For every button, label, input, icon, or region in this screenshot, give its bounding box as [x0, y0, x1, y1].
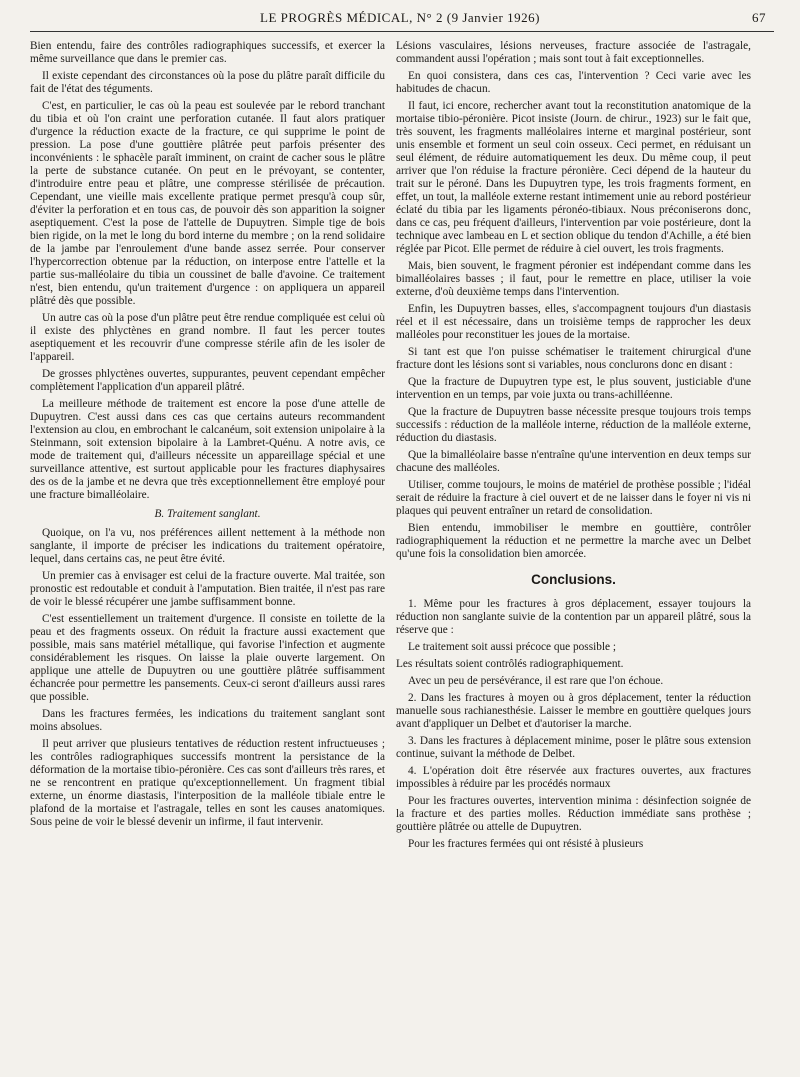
paragraph: Dans les fractures fermées, les indications du traitement sanglant sont moins absolues. — [30, 708, 385, 733]
paragraph: Pour les fractures fermées qui ont résisté à plusieurs — [408, 838, 644, 850]
paragraph: Quoique, on l'a vu, nos préférences aillent nettement à la méthode non sanglante, il importe de préciser les indications du traitement opératoire, lequel, dans certains cas, ne peut être évité. — [30, 527, 385, 565]
right-column — [396, 40, 751, 855]
subsection-heading: B. Traitement sanglant. — [154, 508, 261, 520]
paragraph: De grosses phlyctènes ouvertes, suppurantes, peuvent cependant empêcher complètement l'application d'un appareil plâtré. — [30, 368, 385, 393]
paragraph: En quoi consistera, dans ces cas, l'intervention ? Ceci varie avec les habitudes de chacun. — [396, 70, 751, 95]
paragraph: Un premier cas à envisager est celui de la fracture ouverte. Mal traitée, son pronostic est redoutable et conduit à l'amputation. Bien traitée, il n'est pas rare de voir le blessé récupérer une jambe suffisamment bonne. — [30, 570, 385, 608]
running-title: LE PROGRÈS MÉDICAL, N° 2 (9 Janvier 1926) — [260, 10, 540, 25]
section-heading: Conclusions. — [531, 572, 616, 587]
paragraph: C'est essentiellement un traitement d'urgence. Il consiste en toilette de la peau et des fragments osseux. On réduit la fracture aussi exactement que possible, mais sans matériel métallique, qui favorise l'infection et augmente considérablement les risques. On laisse la plaie ouverte largement. On applique une attelle de Dupuytren ou une gouttière plâtrée suffisamment échancrée pour permettre les pansements. Ceux-ci seront d'ailleurs aussi rares que possible. — [30, 613, 385, 703]
left-column — [30, 40, 385, 833]
page-number: 67 — [752, 10, 766, 25]
paragraph: Le traitement soit aussi précoce que possible ; — [408, 641, 616, 653]
paragraph: 3. Dans les fractures à déplacement minime, poser le plâtre sous extension continue, suivant la méthode de Delbet. — [396, 735, 751, 760]
paragraph: Mais, bien souvent, le fragment péronier est indépendant comme dans les bimalléolaires basses ; il faut, pour le remettre en place, utiliser la voie externe, d'où deuxième temps dans l'intervention. — [396, 260, 751, 298]
paragraph: Il faut, ici encore, rechercher avant tout la reconstitution anatomique de la mortaise tibio-péronière. Picot insiste (Journ. de chirur., 1923) sur le fait que, très souvent, les fragments malléolaires interne et marginal postérieur, sont unis ensemble et forment un seul coin osseux. Ceci permet, en réduisant un seul élément, de réduire automatiquement les deux. Du même coup, il peut arriver que l'on réduise la fracture péronière. Ceci dépend de la hauteur du trait sur le péroné. Dans les Dupuytren type, les trois fragments forment, en effet, un tout, la malléole externe restant intimement unie au rebord postérieur éclaté du tibia par les ligaments péronéo-tibiaux. Nous préconiserons donc, dans ce cas, peu fréquent d'ailleurs, l'intervention par voie postérieure, dont la technique avec lambeau en L et section oblique du tendon d'Achille, a été bien réglée par Picot. Elle permet de réduire à ciel ouvert, les trois fragments. — [396, 100, 751, 255]
paragraph: Que la fracture de Dupuytren type est, le plus souvent, justiciable d'une intervention en un temps, par voie juxta ou trans-achilléenne. — [396, 376, 751, 401]
paragraph: La meilleure méthode de traitement est encore la pose d'une attelle de Dupuytren. C'est aussi dans ces cas que certains auteurs recommandent l'extension au clou, en embrochant le calcanéum, soit extension unipolaire à la Steinmann, soit extension bipolaire à la Lambret-Quénu. A notre avis, ce mode de traitement qui, d'ailleurs nécessite un appareillage spécial et une surveillance attentive, est surtout applicable pour les fractures diaphysaires des os de la jambe et ne devra que très exceptionnellement être employé pour une fracture bimalléolaire. — [30, 398, 385, 501]
paragraph: Utiliser, comme toujours, le moins de matériel de prothèse possible ; l'idéal serait de réduire la fracture à ciel ouvert et de ne laisser dans le foyer ni vis ni plaques qui peuvent entraîner un retard de consolidation. — [396, 479, 751, 517]
paragraph: Pour les fractures ouvertes, intervention minima : désinfection soignée de la fracture et des parties molles. Réduction immédiate sans prothèse ; gouttière plâtrée ou attelle de Dupuytren. — [396, 795, 751, 833]
paragraph: Avec un peu de persévérance, il est rare que l'on échoue. — [408, 675, 664, 687]
paragraph: C'est, en particulier, le cas où la peau est soulevée par le rebord tranchant du tibia et où l'on craint une perforation cutanée. Il faut alors pratiquer d'urgence la réduction exacte de la fracture, ce qui supprime le point de pression. La pose d'une gouttière plâtrée peut parfois présenter des inconvénients : le sphacèle paraît imminent, on craint de cacher sous le plâtre la perte de substance cutanée. On peut en le prévoyant, se contenter, d'introduire entre peau et plâtre, une compresse stérilisée de précaution. Cependant, une vieille mais excellente pratique permet presqu'à coup sûr, d'éviter la perforation et en tous cas, de pouvoir dès son apparition la soigner aseptiquement. C'est la pose de l'attelle de Dupuytren. Simple tige de bois bien rigide, on la met le long du bord interne du membre ; on la rend solidaire de la jambe par l'enroulement d'une bande assez serrée. Pour conserver l'hypercorrection obtenue par la réduction, on interpose entre l'attelle et la partie sus-malléolaire du tibia un coussinet de balle d'avoine. Ce traitement n'est, bien entendu, qu'un traitement d'urgence : on appliquera un appareil plâtré dès que possible. — [30, 100, 385, 307]
paragraph: Un autre cas où la pose d'un plâtre peut être rendue compliquée est celui où il existe des phlyctènes en grand nombre. Il faut les percer toutes aseptiquement et les recouvrir d'une compresse stérile afin de les isoler de l'appareil. — [30, 312, 385, 363]
paragraph: Enfin, les Dupuytren basses, elles, s'accompagnent toujours d'un diastasis réel et il est nécessaire, dans un troisième temps de rapprocher les deux malléoles pour reconstituer les joues de la mortaise. — [396, 303, 751, 341]
paragraph: Que la fracture de Dupuytren basse nécessite presque toujours trois temps successifs : réduction de la malléole interne, réduction de la malléole externe, réduction du diastasis. — [396, 406, 751, 444]
paragraph: Les résultats soient contrôlés radiographiquement. — [396, 658, 624, 670]
paragraph: Que la bimalléolaire basse n'entraîne qu'une intervention en deux temps sur chacune des malléoles. — [396, 449, 751, 474]
paragraph: Bien entendu, immobiliser le membre en gouttière, contrôler radiographiquement la réduction et ne permettre la marche avec un Delbet qu'une fois la consolidation bien amorcée. — [396, 522, 751, 560]
paragraph: Lésions vasculaires, lésions nerveuses, fracture associée de l'astragale, commandent aussi l'opération ; mais sont tout à fait exceptionnelles. — [396, 40, 751, 65]
paragraph: 4. L'opération doit être réservée aux fractures ouvertes, aux fractures impossibles à réduire par les procédés normaux — [396, 765, 751, 790]
paragraph: Il existe cependant des circonstances où la pose du plâtre paraît difficile du fait de l'état des téguments. — [30, 70, 385, 95]
paragraph: Si tant est que l'on puisse schématiser le traitement chirurgical d'une fracture dont les lésions sont si variables, nous conclurons donc en disant : — [396, 346, 751, 371]
header-rule — [30, 31, 774, 32]
paragraph: 1. Même pour les fractures à gros déplacement, essayer toujours la réduction non sanglante suivie de la contention par un appareil plâtré, sous la réserve que : — [396, 598, 751, 636]
paragraph: Il peut arriver que plusieurs tentatives de réduction restent infructueuses ; les contrôles radiographiques successifs montrent la persistance de la déformation de la mortaise tibio-péronière. Ces cas sont d'ailleurs très rares, et ne se rencontrent en pratique qu'exceptionnellement. Un fragment tibial externe, un énorme diastasis, l'interposition de la malléole tibiale entre le plafond de la mortaise et l'astragale, telles en sont les causes anatomiques. Sous peine de voir le blessé devenir un infirme, il faut intervenir. — [30, 738, 385, 828]
page-header — [0, 10, 800, 32]
paragraph: 2. Dans les fractures à moyen ou à gros déplacement, tenter la réduction manuelle sous rachianesthésie. Laisser le membre en gouttière quelques jours avant d'appliquer un Delbet et d'autoriser la marche. — [396, 692, 751, 730]
paragraph: Bien entendu, faire des contrôles radiographiques successifs, et exercer la même surveillance que dans le premier cas. — [30, 40, 385, 65]
